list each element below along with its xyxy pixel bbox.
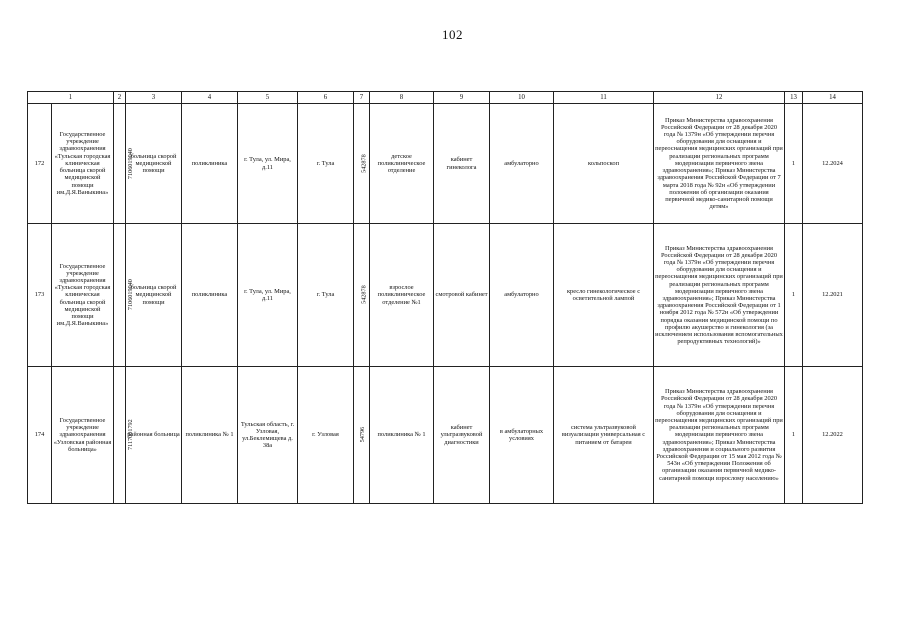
organization-type: больница скорой медицинской помощи <box>126 224 182 367</box>
city: г. Узловая <box>298 367 354 504</box>
header-cell-2: 2 <box>114 92 126 104</box>
organization-name: Государственное учреждение здравоохранения «Узловская районная больница» <box>52 367 114 504</box>
header-cell-4: 4 <box>182 92 238 104</box>
organization-name: Государственное учреждение здравоохранения «Тульская городская клиническая больница скорой медицинской помощи им.Д.Я.Ваныкина» <box>52 104 114 224</box>
division: поликлиника № 1 <box>182 367 238 504</box>
header-cell-5: 5 <box>238 92 298 104</box>
header-cell-9: 9 <box>434 92 490 104</box>
header-cell-1: 1 <box>28 92 114 104</box>
equipment: кольпоскоп <box>554 104 654 224</box>
inn-code: 7117001792 <box>126 419 134 451</box>
inn-code: 7106019040 <box>126 148 134 179</box>
address: г. Тула, ул. Мира, д.11 <box>238 104 298 224</box>
header-cell-12: 12 <box>654 92 785 104</box>
quantity: 1 <box>785 104 803 224</box>
header-cell-7: 7 <box>354 92 370 104</box>
division: поликлиника <box>182 104 238 224</box>
legal-basis: Приказ Министерства здравоохранения Российской Федерации от 28 декабря 2020 года № 1379н «Об утверждении перечня оборудования для оснащения и переоснащения медицинских организаций при реализации региональных программ модернизации первичного звена здравоохранения»; Приказ Министерства здравоохранения Российской Федерации от 1 ноября 2012 года № 572н «Об утверждении порядка оказания медицинской помощи по профилю акушерство и гинекология (за исключением использования вспомогательных репродуктивных технологий)» <box>654 224 785 367</box>
settlement-code: 54796 <box>359 427 367 443</box>
department: поликлиника № 1 <box>370 367 434 504</box>
organization-type: больница скорой медицинской помощи <box>126 104 182 224</box>
header-cell-10: 10 <box>490 92 554 104</box>
address: г. Тула, ул. Мира, д.11 <box>238 224 298 367</box>
code-cell <box>354 104 370 224</box>
settlement-code: 542878 <box>360 154 368 173</box>
header-cell-8: 8 <box>370 92 434 104</box>
due-date: 12.2024 <box>803 104 863 224</box>
department: взрослое поликлиническое отделение №1 <box>370 224 434 367</box>
header-row <box>28 92 863 104</box>
table-row <box>28 224 863 367</box>
row-number: 174 <box>28 367 52 504</box>
care-condition: амбулаторно <box>490 104 554 224</box>
city: г. Тула <box>298 224 354 367</box>
header-cell-3: 3 <box>126 92 182 104</box>
header-cell-11: 11 <box>554 92 654 104</box>
department: детское поликлиническое отделение <box>370 104 434 224</box>
code-cell <box>354 224 370 367</box>
row-number: 173 <box>28 224 52 367</box>
inn-code: 7106019040 <box>126 279 134 311</box>
equipment: система ультразвуковой визуализации универсальная с питанием от батареи <box>554 367 654 504</box>
header-cell-6: 6 <box>298 92 354 104</box>
code-cell <box>354 367 370 504</box>
care-condition: в амбулаторных условиях <box>490 367 554 504</box>
organization-name: Государственное учреждение здравоохранения «Тульская городская клиническая больница скорой медицинской помощи им.Д.Я.Ваныкина» <box>52 224 114 367</box>
quantity: 1 <box>785 367 803 504</box>
page-number: 102 <box>442 27 463 42</box>
due-date: 12.2022 <box>803 367 863 504</box>
legal-basis: Приказ Министерства здравоохранения Российской Федерации от 28 декабря 2020 года № 1379н «Об утверждении перечня оборудования для оснащения и переоснащения медицинских организаций при реализации региональных программ модернизации первичного звена здравоохранения»; Приказ Министерства здравоохранения Российской Федерации от 7 марта 2018 года № 92н «Об утверждении положения об организации оказания первичной медико-санитарной помощи детям» <box>654 104 785 224</box>
city: г. Тула <box>298 104 354 224</box>
inn-cell <box>114 367 134 504</box>
inn-cell <box>114 104 134 224</box>
address: Тульская область, г. Узловая, ул.Беклемищева д. 38а <box>238 367 298 504</box>
organization-type: районная больница <box>126 367 182 504</box>
table-row <box>28 104 863 224</box>
equipment: кресло гинекологическое с осветительной лампой <box>554 224 654 367</box>
room: кабинет ультразвуковой диагностики <box>434 367 490 504</box>
due-date: 12.2021 <box>803 224 863 367</box>
care-condition: амбулаторно <box>490 224 554 367</box>
equipment-table <box>27 91 863 504</box>
header-cell-14: 14 <box>803 92 863 104</box>
quantity: 1 <box>785 224 803 367</box>
inn-cell <box>114 224 134 367</box>
settlement-code: 542878 <box>360 285 368 305</box>
division: поликлиника <box>182 224 238 367</box>
row-number: 172 <box>28 104 52 224</box>
header-cell-13: 13 <box>785 92 803 104</box>
legal-basis: Приказ Министерства здравоохранения Российской Федерации от 28 декабря 2020 года № 1379н «Об утверждении перечня оборудования для оснащения и переоснащения медицинских организаций при реализации региональных программ модернизации первичного звена здравоохранения»; Приказ Министерства здравоохранения и социального развития Российской Федерации от 15 мая 2012 года № 543н «Об утверждении Положения об организации оказания первичной медико-санитарной помощи взрослому населению» <box>654 367 785 504</box>
room: кабинет гинеколога <box>434 104 490 224</box>
table-row <box>28 367 863 504</box>
room: смотровой кабинет <box>434 224 490 367</box>
